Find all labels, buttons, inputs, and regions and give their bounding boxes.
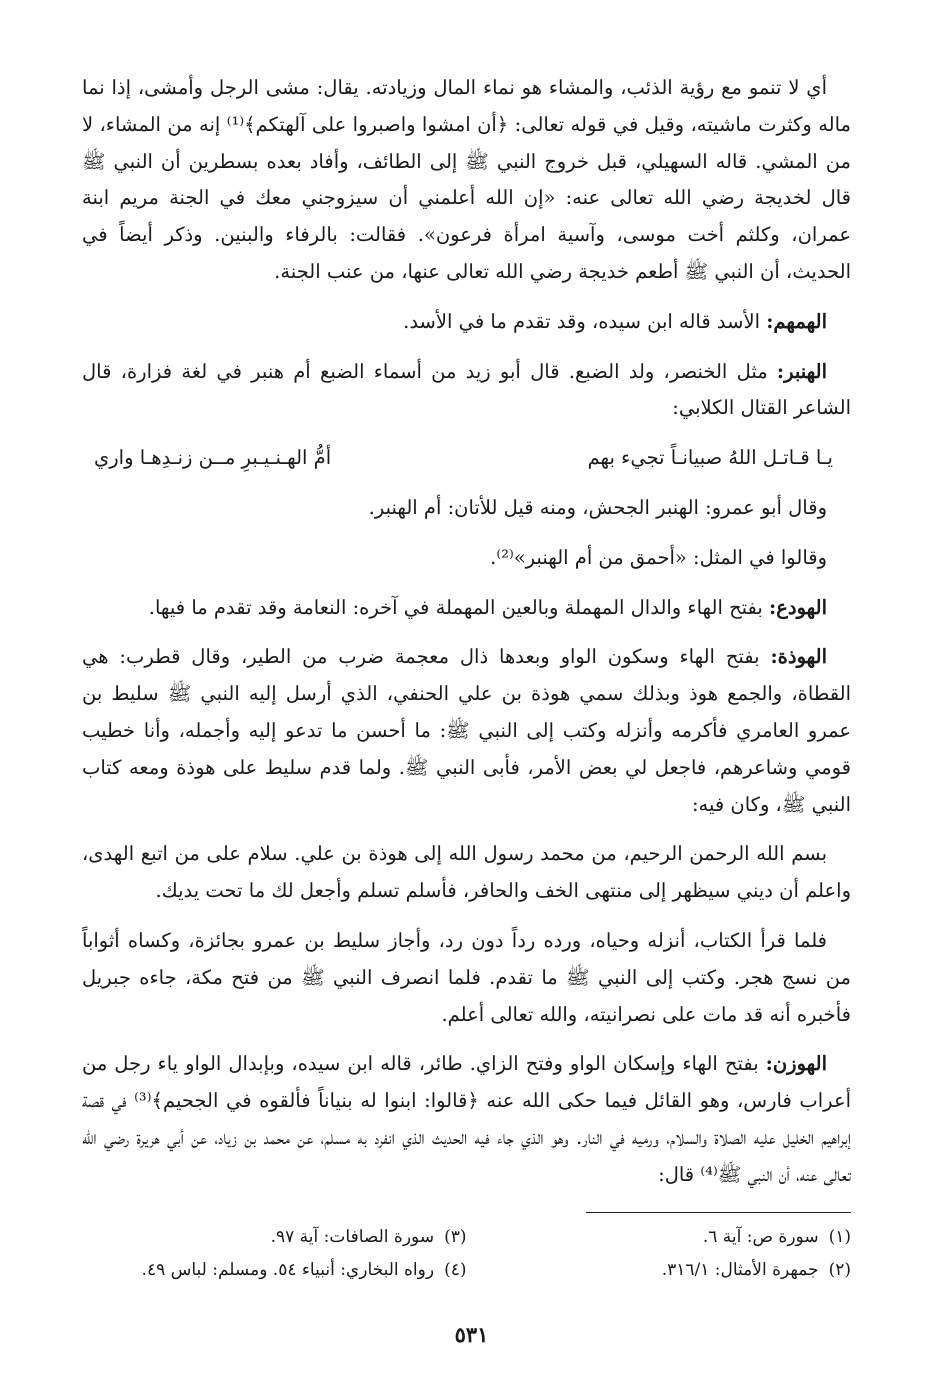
paragraph-text: وقال أبو عمرو: الهنبر الجحش، ومنه قيل للأتان: أم الهنبر. (368, 495, 827, 519)
paragraph-text: بفتح الهاء وسكون الواو وبعدها ذال معجمة ضرب من الطير، وقال قطرب: هي القطاة، والجمع هوذ وبذلك سمي هوذة بن علي الحنفي، الذي أرسل إليه النبي ﷺ سليط بن عمرو العامري فأكرمه وأنزله وكتب إلى النبي ﷺ: ما أحسن ما تدعو إليه وأجمله، وأنا خطيب قومي وشاعرهم، فاجعل لي بعض الأمر، فأبى النبي ﷺ. ولما قدم سليط على هوذة ومعه كتاب النبي ﷺ، وكان فيه: (82, 645, 851, 816)
paragraph-text: أي لا تنمو مع رؤية الذئب، والمشاء هو نماء المال وزيادته. يقال: مشى الرجل وأمشى، إذا نما ماله وكثرت ماشيته، وقيل في قوله تعالى: ﴿أن امشوا واصبروا على آلهتكم﴾⁽¹⁾ إنه من المشاء، لا من المشي. قاله السهيلي، قبل خروج النبي ﷺ إلى الطائف، وأفاد بعده بسطرين أن النبي ﷺ قال لخديجة رضي الله تعالى عنه: «إن الله أعلمني أن سيزوجني معك في الجنة مريم ابنة عمران، وكلثم أخت موسى، وآسية امرأة فرعون». فقالت: بالرفاء والبنين. وذكر أيضاً في الحديث، أن النبي ﷺ أطعم خديجة رضي الله تعالى عنها، من عنب الجنة. (82, 76, 852, 283)
page-number: ٥٣١ (454, 1322, 489, 1347)
paragraph (82, 540, 851, 577)
paragraph (82, 304, 851, 341)
main-text (82, 70, 851, 1194)
verse-second-hemistich: أمُّ الهـنـيـبرِ مــن زنـدِهـا واري (94, 446, 332, 470)
entry-term: الهودع: (769, 595, 827, 619)
entry-term: الهنبر: (776, 359, 827, 383)
paragraph (82, 490, 851, 527)
entry-term: الهوذة: (770, 645, 827, 669)
footnote-number: (٢) (828, 1260, 851, 1280)
paragraph (82, 354, 851, 428)
verse-first-hemistich: يـا قـاتـل اللهُ صبيانـاً تجيء بهم (587, 446, 833, 470)
footnote (82, 1258, 467, 1283)
footnote-divider (586, 1212, 851, 1213)
footnote (467, 1225, 852, 1250)
paragraph (82, 70, 851, 291)
entry-term: الهوزن: (765, 1052, 827, 1076)
poetry-verse (82, 440, 851, 477)
entry-term: الهمهم: (766, 309, 827, 333)
paragraph-text: بسم الله الرحمن الرحيم، من محمد رسول الله إلى هوذة بن علي. سلام على من اتبع الهدى، واعلم أن ديني سيظهر إلى منتهى الخف والحافر، فأسلم تسلم وأجعل لك ما تحت يديك. (82, 842, 851, 903)
footnote-text: جمهرة الأمثال: ٣١٦/١. (661, 1260, 819, 1280)
paragraph (82, 590, 851, 627)
letter-quote (82, 836, 851, 910)
footnote-list (82, 1225, 851, 1283)
paragraph-text: فلما قرأ الكتاب، أنزله وحياه، ورده رداً دون رد، وأجاز سليط بن عمرو بجائزة، وكساه أثواباً من نسج هجر. وكتب إلى النبي ﷺ ما تقدم. فلما انصرف النبي ﷺ من فتح مكة، جاءه جبريل فأخبره أنه قد مات على نصرانيته، والله تعالى أعلم. (82, 928, 851, 1026)
paragraph-text: بفتح الهاء وإسكان الواو وفتح الزاي. طائر، قاله ابن سيده، وبإبدال الواو ياء رجل من أعراب فارس، وهو القائل فيما حكى الله عنه ﴿قالوا: ابنوا له بنياناً فألقوه في الجحيم﴾⁽³⁾ في قصة إبراهيم الخليل عليه الصلاة والسلام، ورميه في النار. وهو الذي جاء فيه الحديث الذي انفرد به مسلم، عن محمد بن زياد، عن أبي هريرة رضي الله تعالى عنه، أن النبي ﷺ⁽⁴⁾ قال: (82, 1052, 851, 1186)
footnote-number: (٤) (444, 1260, 467, 1280)
paragraph-text: وقالوا في المثل: «أحمق من أم الهنبر»⁽²⁾. (490, 545, 827, 569)
footnote-text: رواه البخاري: أنبياء ٥٤. ومسلم: لباس ٤٩. (141, 1260, 435, 1280)
footnote-text: سورة ص: آية ٦. (702, 1227, 819, 1247)
paragraph-text: الأسد قاله ابن سيده، وقد تقدم ما في الأسد. (403, 309, 767, 333)
footnote (82, 1225, 467, 1250)
paragraph (82, 639, 851, 823)
paragraph-text: مثل الخنصر، ولد الضبع. قال أبو زيد من أسماء الضبع أم هنبر في لغة فزارة، قال الشاعر القتال الكلابي: (82, 359, 851, 420)
paragraph (82, 1046, 851, 1193)
footnote-number: (١) (828, 1227, 851, 1247)
paragraph-text: بفتح الهاء والدال المهملة وبالعين المهملة في آخره: النعامة وقد تقدم ما فيها. (148, 595, 770, 619)
paragraph (82, 923, 851, 1033)
footnote-text: سورة الصافات: آية ٩٧. (270, 1227, 435, 1247)
footnote-number: (٣) (444, 1227, 467, 1247)
footnotes (82, 1212, 851, 1283)
footnote (467, 1258, 852, 1283)
